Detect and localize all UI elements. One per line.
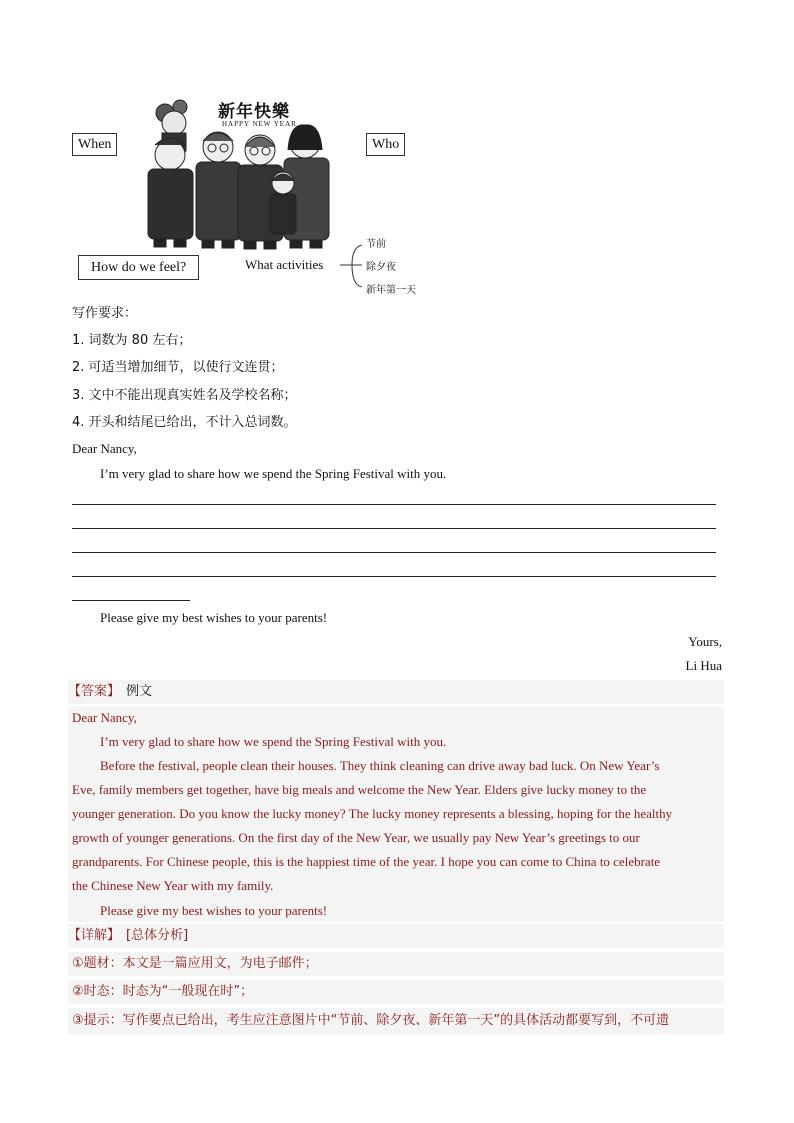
detail-point: ③提示：写作要点已给出，考生应注意图片中“节前、除夕夜、新年第一天”的具体活动都要写到，不可遗 — [72, 1013, 670, 1028]
answer-line-3 — [72, 552, 716, 553]
letter-name: Li Hua — [685, 658, 722, 673]
answer-text-line: younger generation. Do you know the lucky money? The lucky money represents a blessing, hoping for the healthy — [72, 806, 673, 821]
answer-tag-row — [68, 680, 724, 704]
letter-greeting: Dear Nancy, — [72, 441, 137, 456]
letter-closing: Please give my best wishes to your parents! — [100, 610, 328, 625]
greeting-title-cn: 新年快樂 — [218, 102, 290, 122]
answer-greeting: Dear Nancy, — [72, 710, 137, 725]
answer-text-line: the Chinese New Year with my family. — [72, 878, 274, 893]
label-feel: How do we feel? — [78, 255, 199, 280]
requirement-item-1: 1. 词数为 80 左右； — [72, 333, 192, 348]
answer-line-row — [68, 826, 724, 850]
answer-line-5 — [72, 600, 190, 601]
letter-signoff: Yours, — [688, 634, 722, 649]
requirements-heading: 写作要求： — [72, 306, 138, 321]
detail-point-row — [68, 1008, 724, 1034]
detail-tag-row — [68, 924, 724, 948]
answer-line-row — [68, 802, 724, 826]
answer-text-line: Before the festival, people clean their houses. They think cleaning can drive away bad luck. On New Year’s — [100, 758, 660, 773]
answer-line-2 — [72, 528, 716, 529]
label-who: Who — [366, 133, 405, 156]
answer-line-row — [68, 850, 724, 874]
answer-line-row — [68, 874, 724, 898]
detail-point-row — [68, 980, 724, 1004]
answer-text-line: Eve, family members get together, have big meals and welcome the New Year. Elders give lucky money to the — [72, 782, 647, 797]
answer-text-line: growth of younger generations. On the first day of the New Year, we usually pay New Year’s greetings to our — [72, 830, 640, 845]
detail-tag-text: [总体分析] — [126, 928, 189, 943]
label-when: When — [72, 133, 117, 156]
answer-line-1 — [72, 504, 716, 505]
answer-line-row — [68, 778, 724, 802]
answer-closing: Please give my best wishes to your parents! — [100, 903, 328, 918]
answer-line-4 — [72, 576, 716, 577]
answer-text-line: grandparents. For Chinese people, this is the happiest time of the year. I hope you can come to China to celebrate — [72, 854, 661, 869]
detail-point: ①题材：本文是一篇应用文，为电子邮件； — [72, 956, 318, 971]
branch-first-day: 新年第一天 — [366, 285, 416, 296]
detail-point-row — [68, 952, 724, 976]
answer-tag: 【答案】 — [68, 684, 121, 699]
requirement-item-3: 3. 文中不能出现真实姓名及学校名称； — [72, 388, 297, 403]
detail-point: ②时态：时态为“一般现在时”； — [72, 984, 254, 999]
writing-prompt-figure — [70, 95, 430, 300]
branch-before-festival: 节前 — [366, 239, 386, 250]
requirement-item-4: 4. 开头和结尾已给出，不计入总词数。 — [72, 415, 297, 430]
answer-text-line: I’m very glad to share how we spend the Spring Festival with you. — [100, 734, 447, 749]
label-activities: What activities — [245, 257, 324, 272]
branch-new-years-eve: 除夕夜 — [366, 262, 396, 273]
answer-tag-text: 例文 — [126, 684, 153, 699]
answer-line-row — [68, 754, 724, 778]
detail-tag: 【详解】 — [68, 928, 121, 943]
requirement-item-2: 2. 可适当增加细节，以使行文连贯； — [72, 360, 284, 375]
answer-greeting-row — [68, 706, 724, 730]
greeting-title-en: HAPPY NEW YEAR — [222, 120, 297, 128]
answer-line-row — [68, 730, 724, 754]
letter-opening: I’m very glad to share how we spend the Spring Festival with you. — [100, 466, 447, 481]
answer-closing-row — [68, 898, 724, 922]
